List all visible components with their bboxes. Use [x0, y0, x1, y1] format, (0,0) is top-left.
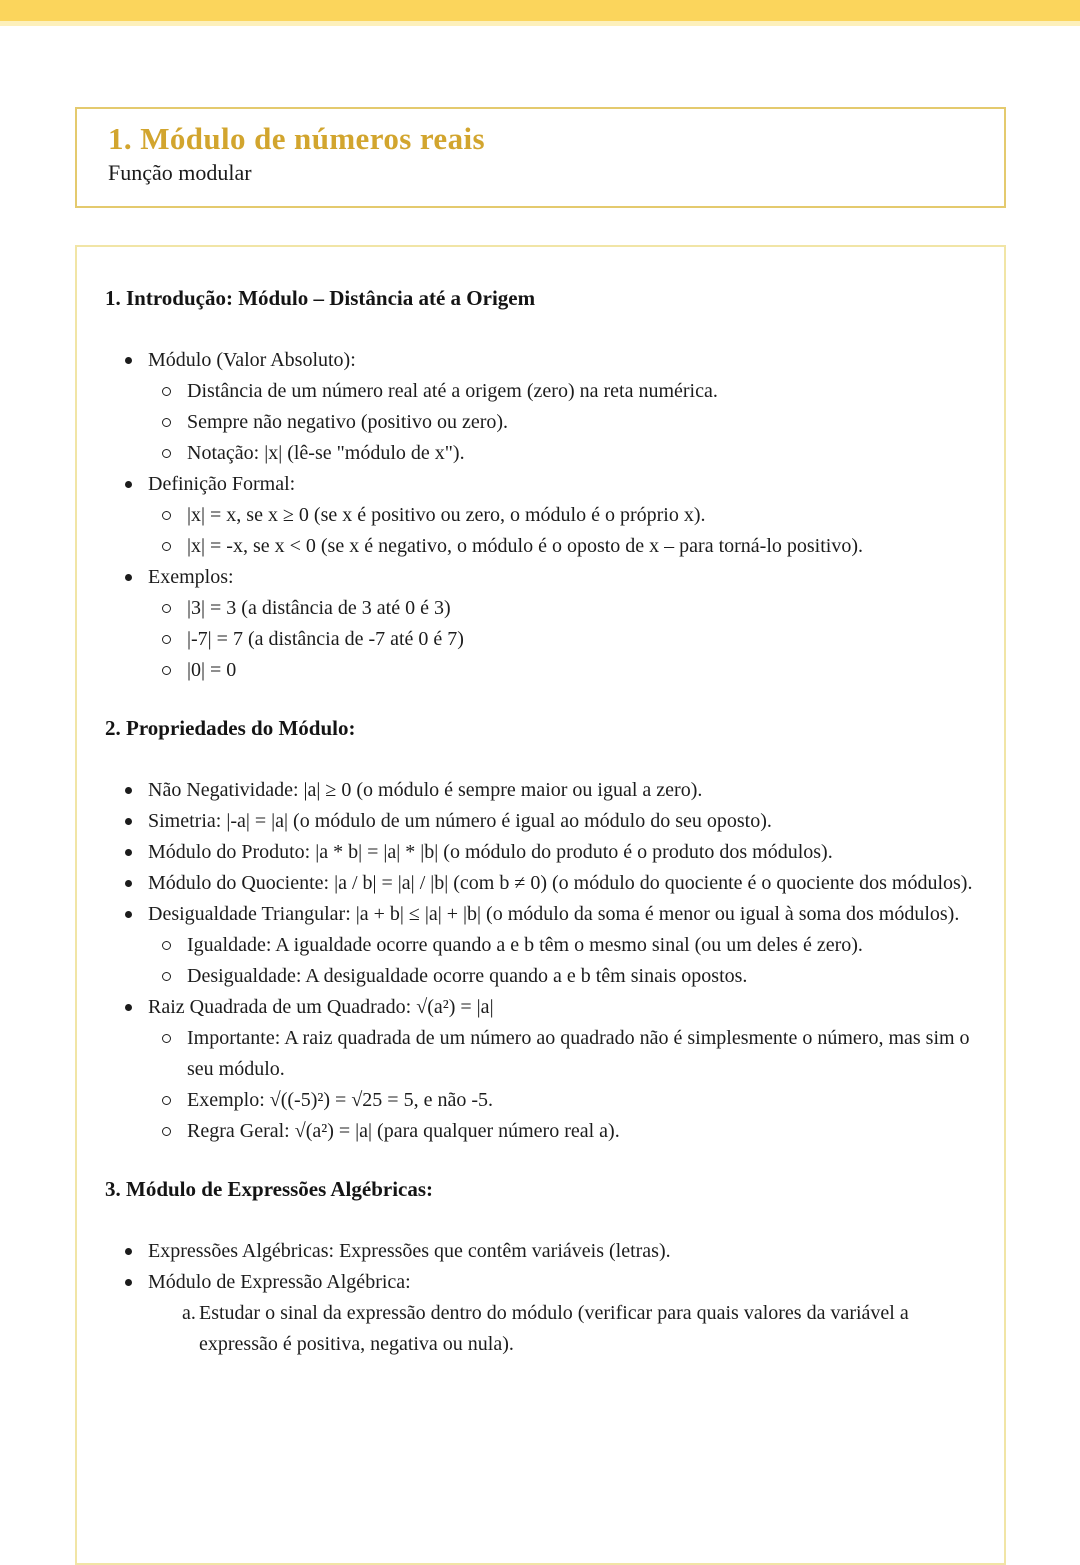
bullet-disc-icon: [125, 1279, 132, 1286]
list-item: [105, 1236, 974, 1267]
list-item-text: Raiz Quadrada de um Quadrado: √(a²) = |a|: [148, 996, 494, 1018]
list-item-text: Módulo (Valor Absoluto):: [148, 349, 356, 371]
section: [105, 713, 974, 1147]
list-item-text: Estudar o sinal da expressão dentro do módulo (verificar para quais valores da variável a expressão é positiva, negativa ou nula).: [199, 1302, 909, 1355]
list-item-text: Regra Geral: √(a²) = |a| (para qualquer número real a).: [187, 1120, 620, 1142]
list-item: [105, 1267, 974, 1298]
alpha-list-marker: a.: [182, 1302, 196, 1324]
bullet-circle-icon: [162, 407, 187, 427]
bullet-circle-icon: [162, 941, 171, 950]
list-item-text: Expressões Algébricas: Expressões que contêm variáveis (letras).: [148, 1240, 671, 1262]
bullet-circle-icon: [162, 604, 171, 613]
list-item: [105, 961, 974, 992]
list-item-text: Definição Formal:: [148, 473, 296, 495]
list-item: [105, 376, 974, 407]
list-item: [105, 868, 974, 899]
content-sections: [105, 283, 974, 1360]
list-item-text: Módulo do Quociente: |a / b| = |a| / |b| (com b ≠ 0) (o módulo do quociente é o quociente dos módulos).: [148, 872, 973, 894]
list-item: [105, 345, 974, 376]
bullet-circle-icon: [162, 449, 171, 458]
bullet-circle-icon: [162, 593, 187, 613]
bullet-disc-icon: [125, 1004, 132, 1011]
list-item-text: |-7| = 7 (a distância de -7 até 0 é 7): [187, 628, 464, 650]
list-item-text: Notação: |x| (lê-se "módulo de x").: [187, 442, 465, 464]
list-item-text: Desigualdade: A desigualdade ocorre quando a e b têm sinais opostos.: [187, 965, 748, 987]
list-item-text: Não Negatividade: |a| ≥ 0 (o módulo é sempre maior ou igual a zero).: [148, 779, 703, 801]
bullet-disc-icon: [125, 574, 132, 581]
list-item: [105, 1298, 974, 1360]
top-accent-bar: [0, 0, 1080, 26]
content-box: [75, 245, 1006, 1565]
list-item-text: Igualdade: A igualdade ocorre quando a e b têm o mesmo sinal (ou um deles é zero).: [187, 934, 863, 956]
bullet-circle-icon: [162, 418, 171, 427]
list-item: [105, 531, 974, 562]
bullet-disc-icon: [125, 775, 148, 794]
page-subtitle: Função modular: [108, 160, 252, 185]
list-item: [105, 775, 974, 806]
bullet-disc-icon: [125, 357, 132, 364]
section: [105, 1174, 974, 1360]
list-item: [105, 1085, 974, 1116]
list-item-text: Módulo do Produto: |a * b| = |a| * |b| (o módulo do produto é o produto dos módulos).: [148, 841, 833, 863]
list-item-text: Desigualdade Triangular: |a + b| ≤ |a| + |b| (o módulo da soma é menor ou igual à soma dos módulos).: [148, 903, 960, 925]
list-item-text: Módulo de Expressão Algébrica:: [148, 1271, 411, 1293]
list-item-text: |3| = 3 (a distância de 3 até 0 é 3): [187, 597, 451, 619]
list-item-text: |0| = 0: [187, 659, 237, 681]
bullet-disc-icon: [125, 818, 132, 825]
bullet-circle-icon: [162, 635, 171, 644]
bullet-disc-icon: [125, 868, 148, 887]
bullet-circle-icon: [162, 438, 187, 458]
section-heading: 1. Introdução: Módulo – Distância até a Origem: [105, 286, 536, 310]
list-item: [105, 1116, 974, 1147]
bullet-disc-icon: [125, 992, 148, 1011]
list-item-text: Distância de um número real até a origem (zero) na reta numérica.: [187, 380, 718, 402]
list-item-text: |x| = x, se x ≥ 0 (se x é positivo ou zero, o módulo é o próprio x).: [187, 504, 706, 526]
list-item: [105, 837, 974, 868]
bullet-disc-icon: [125, 899, 148, 918]
bullet-disc-icon: [125, 469, 148, 488]
title-box: [75, 107, 1006, 208]
bullet-circle-icon: [162, 972, 171, 981]
bullet-disc-icon: [125, 911, 132, 918]
list-item-text: Exemplo: √((-5)²) = √25 = 5, e não -5.: [187, 1089, 493, 1111]
bullet-circle-icon: [162, 1085, 187, 1105]
list-item: [105, 562, 974, 593]
section-heading: 3. Módulo de Expressões Algébricas:: [105, 1177, 434, 1201]
bullet-circle-icon: [162, 1023, 187, 1043]
bullet-disc-icon: [125, 1248, 132, 1255]
bullet-circle-icon: [162, 1116, 187, 1136]
list-item: [105, 930, 974, 961]
bullet-circle-icon: [162, 961, 187, 981]
list-item-text: |x| = -x, se x < 0 (se x é negativo, o módulo é o oposto de x – para torná-lo positivo).: [187, 535, 863, 557]
bullet-disc-icon: [125, 787, 132, 794]
bullet-circle-icon: [162, 376, 187, 396]
list-item: [105, 500, 974, 531]
bullet-disc-icon: [125, 880, 132, 887]
list-item: [105, 438, 974, 469]
bullet-circle-icon: [162, 1096, 171, 1105]
list-item: [105, 469, 974, 500]
bullet-disc-icon: [125, 849, 132, 856]
bullet-disc-icon: [125, 806, 148, 825]
list-item: [105, 593, 974, 624]
bullet-circle-icon: [162, 511, 171, 520]
list-item: [105, 992, 974, 1023]
list-item: [105, 1023, 974, 1085]
bullet-disc-icon: [125, 345, 148, 364]
page-title: 1. Módulo de números reais: [108, 121, 485, 156]
bullet-circle-icon: [162, 1127, 171, 1136]
list-item: [105, 655, 974, 686]
bullet-disc-icon: [125, 837, 148, 856]
bullet-circle-icon: [162, 542, 171, 551]
section-heading: 2. Propriedades do Módulo:: [105, 716, 356, 740]
bullet-circle-icon: [162, 666, 171, 675]
bullet-circle-icon: [162, 1034, 171, 1043]
list-item-text: Simetria: |-a| = |a| (o módulo de um número é igual ao módulo do seu oposto).: [148, 810, 772, 832]
bullet-disc-icon: [125, 562, 148, 581]
list-item: [105, 407, 974, 438]
list-item: [105, 899, 974, 930]
bullet-circle-icon: [162, 500, 187, 520]
bullet-circle-icon: [162, 624, 187, 644]
bullet-disc-icon: [125, 1267, 148, 1286]
bullet-circle-icon: [162, 655, 187, 675]
bullet-disc-icon: [125, 481, 132, 488]
list-item: [105, 624, 974, 655]
bullet-circle-icon: [162, 531, 187, 551]
list-item-text: Importante: A raiz quadrada de um número ao quadrado não é simplesmente o número, mas sim o seu módulo.: [187, 1027, 970, 1080]
bullet-disc-icon: [125, 1236, 148, 1255]
bullet-circle-icon: [162, 387, 171, 396]
section: [105, 283, 974, 686]
bullet-circle-icon: [162, 930, 187, 950]
list-item-text: Exemplos:: [148, 566, 234, 588]
list-item: [105, 806, 974, 837]
list-item-text: Sempre não negativo (positivo ou zero).: [187, 411, 509, 433]
